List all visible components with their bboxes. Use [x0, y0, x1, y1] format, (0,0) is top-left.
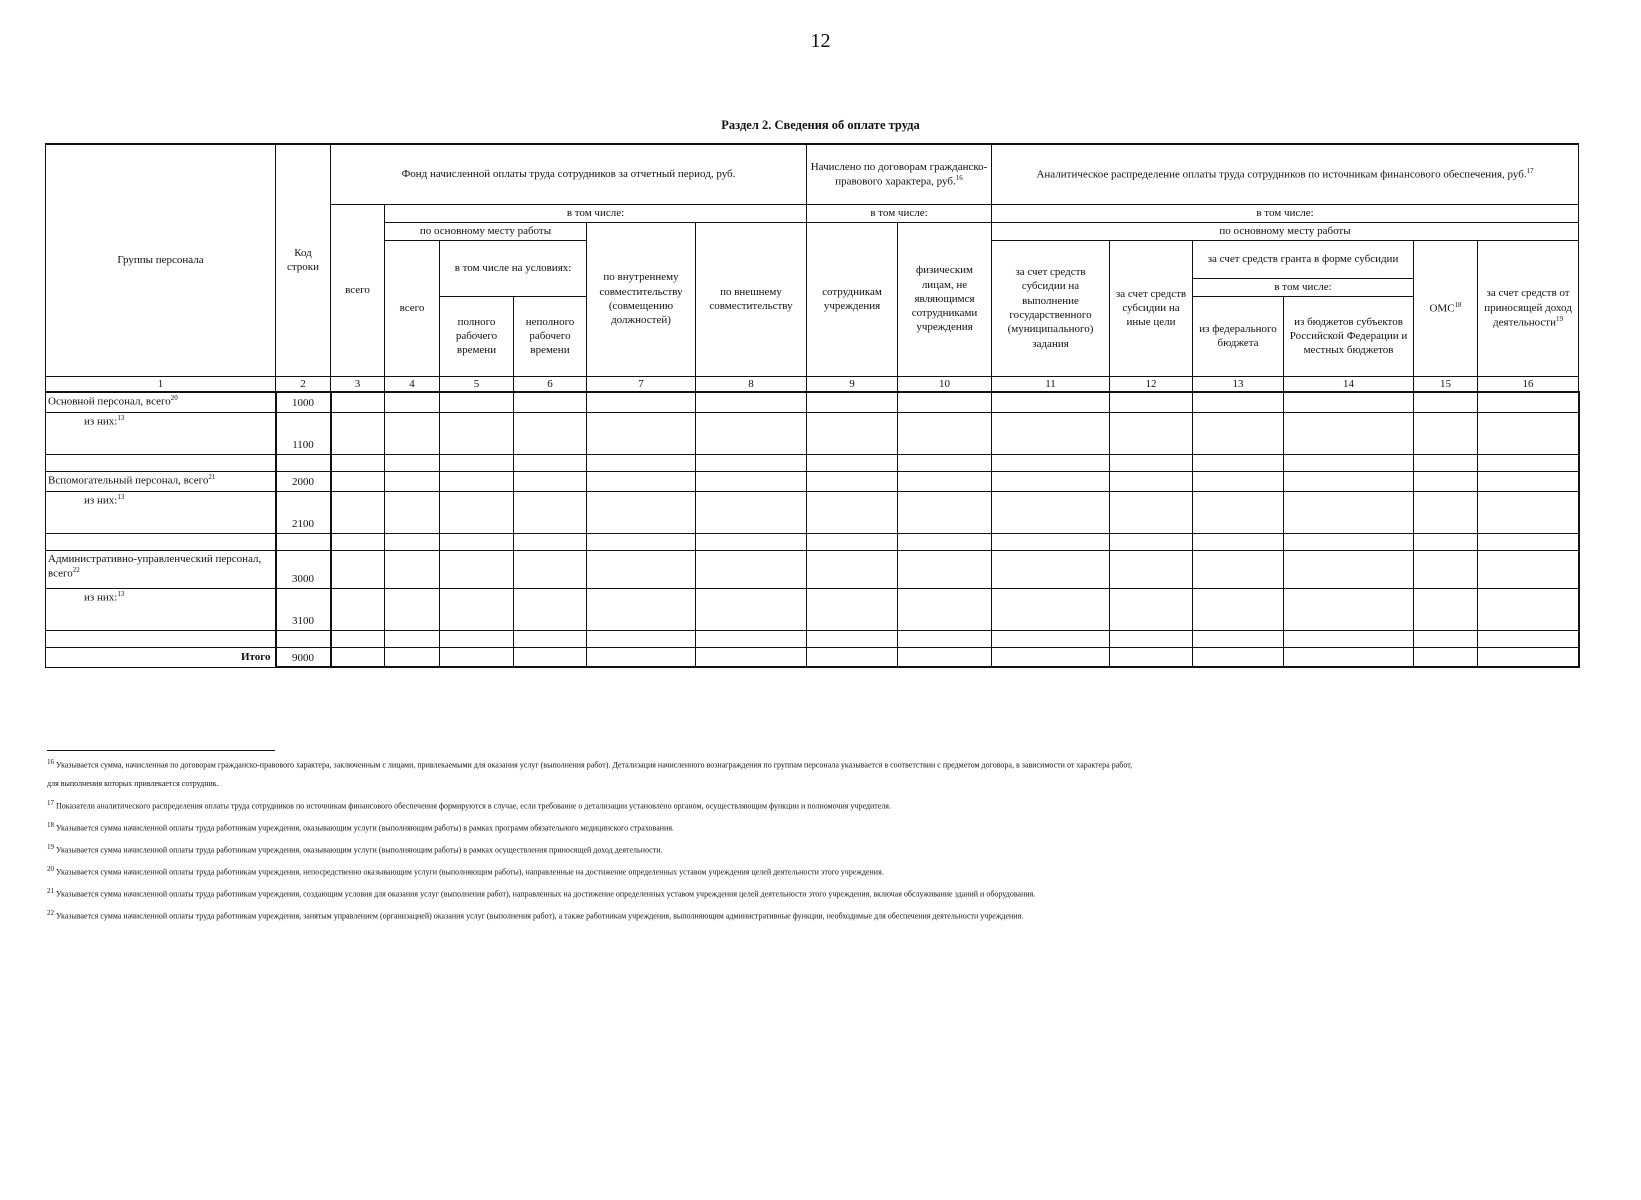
row-code: 1100: [276, 412, 331, 454]
footnote-text: Указывается сумма начисленной оплаты труда работникам учреждения, создающим условия для оказания услуг (выполнения работ), направленных на достижение определенных уставом учреждения целей деятельности этого учреждения, включая обслуживание зданий и оборудования.: [56, 889, 1036, 899]
data-cell[interactable]: [1110, 588, 1193, 630]
row-label: [46, 491, 276, 533]
footnote-ref: 18: [1454, 300, 1462, 309]
data-cell[interactable]: [1414, 533, 1478, 550]
footnote-ref: 13: [117, 589, 125, 598]
data-cell[interactable]: [514, 471, 587, 491]
data-cell[interactable]: [1478, 630, 1579, 647]
data-cell[interactable]: [1110, 454, 1193, 471]
data-cell[interactable]: [807, 533, 898, 550]
footnote-text: Указывается сумма начисленной оплаты труда работникам учреждения, занятым управлением (организацией) оказания услуг (выполнения работ), а также работникам учреждения, выполняющим административные функции, необходимые для обеспечения деятельности учреждения.: [56, 912, 1024, 922]
header-incl-fund: в том числе:: [385, 204, 807, 222]
column-number: 16: [1478, 376, 1579, 392]
footnote-ref: 22: [72, 565, 80, 574]
data-cell[interactable]: [1414, 647, 1478, 667]
data-cell[interactable]: [696, 588, 807, 630]
row-code: [276, 533, 331, 550]
header-subsidy-other: за счет средств субсидии на иные цели: [1110, 240, 1193, 376]
column-number: 6: [514, 376, 587, 392]
data-cell[interactable]: [1414, 392, 1478, 412]
data-cell[interactable]: [1110, 630, 1193, 647]
data-cell[interactable]: [440, 454, 514, 471]
data-cell[interactable]: [1110, 647, 1193, 667]
data-cell[interactable]: [587, 412, 696, 454]
column-number: 3: [331, 376, 385, 392]
footnote-number: 17: [47, 798, 54, 807]
data-cell[interactable]: [331, 491, 385, 533]
data-cell[interactable]: [1478, 533, 1579, 550]
data-cell[interactable]: [898, 454, 992, 471]
column-number: 9: [807, 376, 898, 392]
data-cell[interactable]: [1110, 491, 1193, 533]
header-external: по внешнему совместительству: [696, 222, 807, 376]
header-total-fund: всего: [331, 204, 385, 376]
row-label-text: Вспомогательный персонал, всего: [48, 474, 209, 487]
footnote-ref: 17: [1526, 166, 1534, 175]
row-label: [46, 454, 276, 471]
column-number: 4: [385, 376, 440, 392]
data-cell[interactable]: [587, 491, 696, 533]
header-main-place-fund: по основному месту работы: [385, 222, 587, 240]
data-cell[interactable]: [992, 412, 1110, 454]
data-cell[interactable]: [1193, 491, 1284, 533]
header-to-employees: сотрудникам учреждения: [807, 222, 898, 376]
data-cell[interactable]: [1284, 647, 1414, 667]
page-number: 12: [810, 30, 831, 52]
data-cell[interactable]: [1193, 533, 1284, 550]
footnote-ref: 13: [117, 492, 125, 501]
data-cell[interactable]: [514, 630, 587, 647]
table-row: [46, 392, 1579, 412]
footnote-ref: 20: [170, 394, 178, 402]
data-cell[interactable]: [1478, 412, 1579, 454]
column-number: 11: [992, 376, 1110, 392]
data-cell[interactable]: [331, 454, 385, 471]
header-incl-grant: в том числе:: [1193, 278, 1414, 296]
footnote: [47, 838, 1587, 860]
footnote-number: 19: [47, 842, 54, 851]
data-cell[interactable]: [807, 471, 898, 491]
data-cell[interactable]: [385, 588, 440, 630]
data-cell[interactable]: [331, 533, 385, 550]
header-incl-contracts: в том числе:: [807, 204, 992, 222]
row-label-text: Основной персонал, всего: [48, 395, 171, 408]
row-label: [46, 392, 276, 412]
data-cell[interactable]: [331, 412, 385, 454]
data-cell[interactable]: [440, 630, 514, 647]
data-cell[interactable]: [1414, 630, 1478, 647]
data-cell[interactable]: [1284, 588, 1414, 630]
data-cell[interactable]: [1284, 630, 1414, 647]
total-label: Итого: [46, 647, 276, 667]
row-label: [46, 630, 276, 647]
data-cell[interactable]: [1414, 588, 1478, 630]
data-cell[interactable]: [1284, 533, 1414, 550]
data-cell[interactable]: [331, 630, 385, 647]
data-cell[interactable]: [807, 588, 898, 630]
data-cell[interactable]: [1478, 471, 1579, 491]
data-cell[interactable]: [992, 392, 1110, 412]
footnote-number: 20: [47, 865, 54, 874]
data-cell[interactable]: [1110, 412, 1193, 454]
table-row: [46, 588, 1579, 630]
header-groups: Группы персонала: [46, 144, 276, 376]
row-label: [46, 412, 276, 454]
footnote-ref: 21: [208, 472, 216, 481]
data-cell[interactable]: [696, 630, 807, 647]
data-cell[interactable]: [587, 588, 696, 630]
data-cell[interactable]: [992, 454, 1110, 471]
table-row: [46, 471, 1579, 491]
row-label-text: из них:: [84, 415, 118, 428]
data-cell[interactable]: [587, 454, 696, 471]
data-cell[interactable]: [898, 588, 992, 630]
data-cell[interactable]: [514, 454, 587, 471]
data-cell[interactable]: [807, 491, 898, 533]
header-incl-analytic: в том числе:: [992, 204, 1579, 222]
table-row: [46, 533, 1579, 550]
data-cell[interactable]: [696, 550, 807, 588]
data-cell[interactable]: [992, 491, 1110, 533]
data-cell[interactable]: [440, 412, 514, 454]
data-cell[interactable]: [696, 491, 807, 533]
row-label-text: из них:: [84, 494, 118, 507]
data-cell[interactable]: [898, 412, 992, 454]
data-cell[interactable]: [587, 392, 696, 412]
data-cell[interactable]: [992, 647, 1110, 667]
data-cell[interactable]: [385, 392, 440, 412]
footnote-text: Указывается сумма начисленной оплаты труда работникам учреждения, оказывающим услуги (выполняющим работы) в рамках программ обязательного медицинского страхования.: [56, 823, 674, 833]
footnote: [47, 882, 1587, 904]
data-cell[interactable]: [898, 550, 992, 588]
data-cell[interactable]: [1110, 471, 1193, 491]
data-cell[interactable]: [440, 550, 514, 588]
data-cell[interactable]: [807, 392, 898, 412]
table-row: [46, 491, 1579, 533]
data-cell[interactable]: [1110, 533, 1193, 550]
data-cell[interactable]: [514, 647, 587, 667]
data-cell[interactable]: [331, 550, 385, 588]
data-cell[interactable]: [992, 588, 1110, 630]
footnote: [47, 860, 1587, 882]
header-federal: из федерального бюджета: [1193, 296, 1284, 376]
row-label-text: из них:: [84, 591, 118, 604]
table-row-total: [46, 647, 1579, 667]
header-contracts: [807, 144, 992, 204]
data-cell[interactable]: [440, 491, 514, 533]
column-number: 1: [46, 376, 276, 392]
table-row: [46, 454, 1579, 471]
data-cell[interactable]: [696, 392, 807, 412]
data-cell[interactable]: [587, 630, 696, 647]
header-grant: за счет средств гранта в форме субсидии: [1193, 240, 1414, 278]
column-number: 7: [587, 376, 696, 392]
data-cell[interactable]: [1478, 588, 1579, 630]
column-number: 12: [1110, 376, 1193, 392]
header-income: [1478, 240, 1579, 376]
data-cell[interactable]: [807, 550, 898, 588]
data-cell[interactable]: [440, 647, 514, 667]
data-cell[interactable]: [331, 471, 385, 491]
footnote-number: 22: [47, 909, 54, 918]
data-cell[interactable]: [440, 392, 514, 412]
data-cell[interactable]: [1478, 454, 1579, 471]
footnote-text: Указывается сумма начисленной оплаты труда работникам учреждения, оказывающим услуги (выполняющим работы) в рамках осуществления приносящей доход деятельности.: [56, 845, 663, 855]
data-cell[interactable]: [1193, 647, 1284, 667]
data-cell[interactable]: [514, 588, 587, 630]
data-cell[interactable]: [1414, 550, 1478, 588]
table-row: [46, 630, 1579, 647]
data-cell[interactable]: [898, 392, 992, 412]
footnote-ref: 16: [955, 173, 963, 182]
section-title: Раздел 2. Сведения об оплате труда: [721, 118, 920, 132]
data-cell[interactable]: [898, 647, 992, 667]
header-part-time: неполного рабочего времени: [514, 296, 587, 376]
data-cell[interactable]: [696, 471, 807, 491]
column-number: 2: [276, 376, 331, 392]
data-cell[interactable]: [807, 630, 898, 647]
data-cell[interactable]: [807, 412, 898, 454]
data-cell[interactable]: [1414, 471, 1478, 491]
data-cell[interactable]: [1110, 392, 1193, 412]
total-code: 9000: [276, 647, 331, 667]
header-analytic-text: Аналитическое распределение оплаты труда сотрудников по источникам финансового обеспечения, руб.: [1036, 168, 1527, 181]
data-cell[interactable]: [440, 471, 514, 491]
data-cell[interactable]: [1414, 412, 1478, 454]
data-cell[interactable]: [696, 533, 807, 550]
data-cell[interactable]: [385, 630, 440, 647]
data-cell[interactable]: [1284, 454, 1414, 471]
row-label-text: Административно-управленческий персонал, всего: [48, 552, 262, 580]
data-cell[interactable]: [992, 471, 1110, 491]
data-cell[interactable]: [807, 454, 898, 471]
data-cell[interactable]: [514, 392, 587, 412]
header-total-main: всего: [385, 240, 440, 376]
header-oms: [1414, 240, 1478, 376]
data-cell[interactable]: [385, 533, 440, 550]
data-cell[interactable]: [1478, 647, 1579, 667]
row-label: [46, 471, 276, 491]
header-analytic: [992, 144, 1579, 204]
header-code: Код строки: [276, 144, 331, 376]
footnote: [47, 794, 1587, 816]
data-cell[interactable]: [696, 412, 807, 454]
data-cell[interactable]: [1414, 491, 1478, 533]
data-cell[interactable]: [992, 533, 1110, 550]
row-code: 2100: [276, 491, 331, 533]
column-number: 5: [440, 376, 514, 392]
header-regional: из бюджетов субъектов Российской Федерации и местных бюджетов: [1284, 296, 1414, 376]
header-contracts-text: Начислено по договорам гражданско-правового характера, руб.: [810, 160, 988, 188]
data-cell[interactable]: [1478, 491, 1579, 533]
footnote-text: Указывается сумма, начисленная по договорам гражданско-правового характера, заключенным с лицами, привлекаемыми для оказания услуг (выполнения работ). Детализация начисленного вознаграждения по группам персонала указывается в соответствии с предметом договора, в зависимости от характера работ,: [56, 760, 1133, 770]
data-cell[interactable]: [514, 412, 587, 454]
row-code: [276, 454, 331, 471]
footnote-divider: [47, 750, 275, 751]
footnote-text: Указывается сумма начисленной оплаты труда работникам учреждения, непосредственно оказывающим услуги (выполняющим работы), направленные на достижение определенных уставом учреждения целей деятельности этого учреждения.: [56, 867, 884, 877]
footnote-text: для выполнения которых привлекается сотрудник.: [47, 779, 219, 789]
header-subsidy-task: за счет средств субсидии на выполнение государственного (муниципального) задания: [992, 240, 1110, 376]
row-code: 1000: [276, 392, 331, 412]
column-number: 8: [696, 376, 807, 392]
data-cell[interactable]: [514, 550, 587, 588]
column-number: 14: [1284, 376, 1414, 392]
data-cell[interactable]: [898, 491, 992, 533]
data-cell[interactable]: [440, 588, 514, 630]
table-row: [46, 412, 1579, 454]
data-cell[interactable]: [1414, 454, 1478, 471]
footnote-text: Показатели аналитического распределения оплаты труда сотрудников по источникам финансового обеспечения формируются в случае, если требование о детализации установлено органом, осуществляющим функции и полномочия учредителя.: [56, 801, 891, 811]
data-cell[interactable]: [898, 471, 992, 491]
data-cell[interactable]: [587, 647, 696, 667]
data-cell[interactable]: [385, 647, 440, 667]
header-incl-conditions: в том числе на условиях:: [440, 240, 587, 296]
header-full-time: полного рабочего времени: [440, 296, 514, 376]
row-code: 2000: [276, 471, 331, 491]
data-cell[interactable]: [1193, 550, 1284, 588]
footnote-ref: 19: [1556, 314, 1564, 323]
footnote-number: 16: [47, 758, 54, 766]
data-cell[interactable]: [587, 471, 696, 491]
data-cell[interactable]: [385, 550, 440, 588]
data-cell[interactable]: [1193, 630, 1284, 647]
data-cell[interactable]: [514, 491, 587, 533]
data-cell[interactable]: [1110, 550, 1193, 588]
data-cell[interactable]: [1478, 550, 1579, 588]
data-cell[interactable]: [992, 550, 1110, 588]
header-fund: Фонд начисленной оплаты труда сотрудников за отчетный период, руб.: [331, 144, 807, 204]
data-cell[interactable]: [514, 533, 587, 550]
data-cell[interactable]: [696, 454, 807, 471]
data-cell[interactable]: [807, 647, 898, 667]
row-code: 3000: [276, 550, 331, 588]
footnotes: [47, 753, 1587, 927]
footnote: [47, 904, 1587, 926]
header-income-text: за счет средств от приносящей доход деятельности: [1484, 287, 1572, 329]
footnote: [47, 753, 1587, 775]
data-cell[interactable]: [898, 630, 992, 647]
row-code: [276, 630, 331, 647]
header-oms-text: ОМС: [1429, 302, 1455, 315]
data-cell[interactable]: [385, 454, 440, 471]
column-number: 15: [1414, 376, 1478, 392]
data-cell[interactable]: [331, 392, 385, 412]
data-cell[interactable]: [385, 491, 440, 533]
data-cell[interactable]: [331, 647, 385, 667]
data-cell[interactable]: [1193, 588, 1284, 630]
header-main-place-analytic: по основному месту работы: [992, 222, 1579, 240]
data-cell[interactable]: [1284, 550, 1414, 588]
data-cell[interactable]: [1478, 392, 1579, 412]
data-cell[interactable]: [385, 412, 440, 454]
payroll-table: [45, 143, 1580, 668]
footnote-number: 18: [47, 820, 54, 829]
row-label: [46, 533, 276, 550]
data-cell[interactable]: [1193, 392, 1284, 412]
data-cell[interactable]: [898, 533, 992, 550]
footnote: [47, 816, 1587, 838]
row-label: [46, 588, 276, 630]
row-label: [46, 550, 276, 588]
data-cell[interactable]: [385, 471, 440, 491]
footnote-ref: 13: [117, 413, 125, 422]
data-cell[interactable]: [1284, 491, 1414, 533]
column-number: 10: [898, 376, 992, 392]
footnote: [47, 775, 1587, 794]
table-row: [46, 550, 1579, 588]
data-cell[interactable]: [331, 588, 385, 630]
row-code: 3100: [276, 588, 331, 630]
column-number: 13: [1193, 376, 1284, 392]
data-cell[interactable]: [587, 550, 696, 588]
header-internal: по внутреннему совместительству (совмещению должностей): [587, 222, 696, 376]
data-cell[interactable]: [1284, 412, 1414, 454]
data-cell[interactable]: [1193, 454, 1284, 471]
data-cell[interactable]: [1284, 471, 1414, 491]
data-cell[interactable]: [1193, 412, 1284, 454]
footnote-number: 21: [47, 887, 54, 896]
header-to-persons: физическим лицам, не являющимся сотрудниками учреждения: [898, 222, 992, 376]
data-cell[interactable]: [1193, 471, 1284, 491]
data-cell[interactable]: [1284, 392, 1414, 412]
data-cell[interactable]: [440, 533, 514, 550]
data-cell[interactable]: [587, 533, 696, 550]
data-cell[interactable]: [992, 630, 1110, 647]
data-cell[interactable]: [696, 647, 807, 667]
